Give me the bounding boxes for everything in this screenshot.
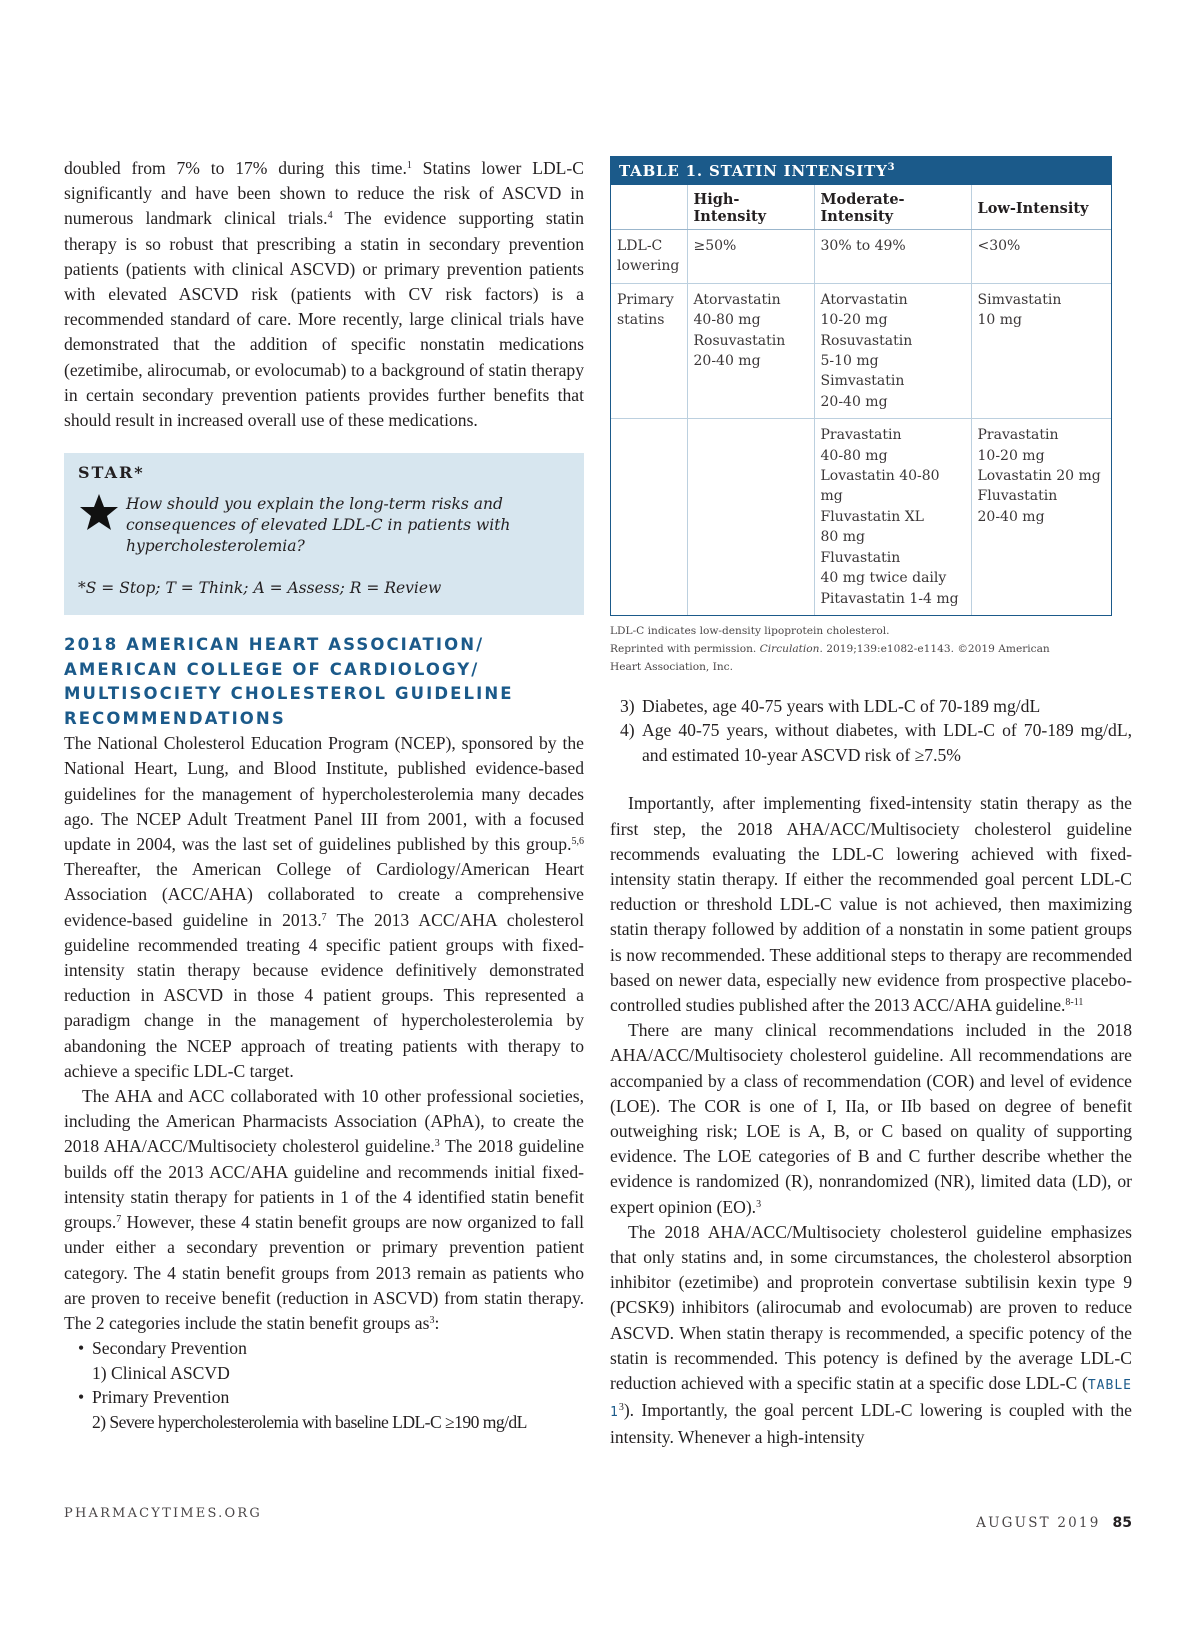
right-column — [610, 156, 1132, 1451]
body-paragraph-2018-guideline: The AHA and ACC collaborated with 10 other professional societies, including the American Pharmacists Association (APhA), to create the 2018 AHA/ACC/Multisociety cholesterol guideline.$^3$ The 2018 guideline builds off the 2013 ACC/AHA guideline and recommends initial fixed-intensity statin therapy for patients in 1 of the 4 identified statin benefit groups.$^7$ However, these 4 statin benefit groups are now organized to fall under either a secondary prevention or primary prevention patient category. The 4 statin benefit groups from 2013 remain as patients who are proven to receive benefit (reduction in ASCVD) from statin therapy. The 2 categories include the statin benefit groups $as^3$: — [64, 1086, 584, 1333]
table-header-cell: Moderate-Intensity — [814, 185, 971, 230]
table-cell: Simvastatin 10 mg — [971, 283, 1111, 418]
table-cell — [687, 419, 814, 615]
table-cell: Primary statins — [611, 283, 687, 418]
table-header-row — [611, 185, 1111, 230]
table-header-cell: High-Intensity — [687, 185, 814, 230]
table-cell: Atorvastatin 40-80 mg Rosuvastatin 20-40 mg — [687, 283, 814, 418]
footer-site: PHARMACYTIMES.ORG — [64, 1506, 262, 1521]
table-title: TABLE 1. STATIN INTENSITY$^3$ — [611, 157, 1111, 185]
statin-benefit-groups-list — [64, 1336, 584, 1361]
page-number: 85 — [1112, 1515, 1132, 1531]
left-column — [64, 156, 584, 1434]
table-cell: LDL-C lowering — [611, 230, 687, 284]
table-cell — [611, 419, 687, 615]
table-cell: 30% to 49% — [814, 230, 971, 284]
body-paragraph-ncep: The National Cholesterol Education Program (NCEP), sponsored by the National Heart, Lung, and Blood Institute, published evidence-based guidelines for the management of hypercholesterolemia many decades ago. The NCEP Adult Treatment Panel III from 2001, with a focused update in 2004, was the last set of guidelines published by this group.$^{5,6}$ Thereafter, the American College of Cardiology/American Heart Association (ACC/AHA) collaborated to create a comprehensive evidence-based guideline in 2013.$^7$ The 2013 ACC/AHA cholesterol guideline recommended treating 4 specific patient groups with fixed-intensity statin therapy because evidence definitively demonstrated reduction in ASCVD in those 4 patient groups. This represented a paradigm change in the management of hypercholesterolemia by abandoning the NCEP approach of treating patients with therapy to achieve a specific LDL-C target. — [64, 733, 584, 1081]
table-reference-link[interactable]: TABLE 1 — [610, 1378, 1132, 1421]
statin-benefit-groups-continued — [610, 694, 1132, 768]
table-cell: Pravastatin 40-80 mg Lovastatin 40-80 mg Fluvastatin XL 80 mg Fluvastatin 40 mg twice daily Pitavastatin 1-4 mg — [814, 419, 971, 615]
star-question: How should you explain the long-term risks and consequences of elevated LDL-C in patients with hypercholesterolemia? — [126, 495, 511, 556]
table-row — [611, 230, 1111, 284]
list-item: • Primary Prevention — [78, 1387, 230, 1408]
star-title: STAR* — [78, 463, 145, 483]
statin-intensity-table — [610, 156, 1112, 616]
table-cell: <30% — [971, 230, 1111, 284]
table-row — [611, 283, 1111, 418]
list-item: 1) Clinical ASCVD — [92, 1362, 230, 1383]
body-paragraph-fixed-intensity: Importantly, after implementing fixed-intensity statin therapy as the first step, the 2018 AHA/ACC/Multisociety cholesterol guideline recommends evaluating the LDL-C lowering achieved with fixed-intensity statin therapy. If either the recommended goal percent LDL-C reduction or threshold LDL-C value is not achieved, then maximizing statin therapy followed by addition of a nonstatin in some patient groups is now recommended. These additional steps to therapy are recommended based on newer data, especially new evidence from prospective placebo-controlled studies published after the 2013 ACC/AHA guideline.$^{8-11}$ — [610, 793, 1132, 1016]
table-cell: ≥50% — [687, 230, 814, 284]
star-callout-box — [64, 453, 584, 615]
table-row — [611, 419, 1111, 615]
body-paragraph-recommendations: There are many clinical recommendations included in the 2018 AHA/ACC/Multisociety cholesterol guideline. All recommendations are accompanied by a class of recommendation (COR) and level of evidence (LOE). The COR is one of I, IIa, or IIb based on degree of benefit outweighing risk; LOE is A, B, or C based on quality of supporting evidence. The LOE categories of B and C further describe whether the evidence is randomized (R), nonrandomized (NR), limited data (LD), or expert opinion (EO).$^3$ — [610, 1020, 1132, 1217]
list-item: 3) Diabetes, age 40-75 years with LDL-C of 70-189 mg/dL — [620, 695, 1041, 716]
star-icon — [78, 492, 120, 532]
table-cell: Atorvastatin 10-20 mg Rosuvastatin 5-10 mg Simvastatin 20-40 mg — [814, 283, 971, 418]
table-footnote: LDL-C indicates low-density lipoprotein cholesterol. Reprinted with permission. Circulation. 2019;139:e1082-e1143. ©2019 American Heart Association, Inc. — [610, 624, 1050, 673]
table-header-cell: Low-Intensity — [971, 185, 1111, 230]
section-heading: 2018 AMERICAN HEART ASSOCIATION/ AMERICAN COLLEGE OF CARDIOLOGY/ MULTISOCIETY CHOLESTEROL GUIDELINE RECOMMENDATIONS — [64, 635, 514, 728]
table-header-cell — [611, 185, 687, 230]
footer-issue: AUGUST 2019 85 — [976, 1515, 1132, 1531]
list-item: 4) Age 40-75 years, without diabetes, with LDL-C of 70-189 mg/dL, and estimated 10-year ASCVD risk of ≥7.5% — [620, 720, 1132, 765]
intro-paragraph: doubled from 7% to 17% during this time.$^1$ Statins lower LDL-C significantly and have been shown to reduce the risk of ASCVD in numerous landmark clinical trials.$^4$ The evidence supporting statin therapy is so robust that prescribing a statin in secondary prevention patients (patients with clinical ASCVD) or primary prevention patients with elevated ASCVD risk (patients with CV risk factors) is a recommended standard of care. More recently, large clinical trials have demonstrated that the addition of specific nonstatin medications (ezetimibe, alirocumab, or evolocumab) to a background of statin therapy in certain secondary prevention patients provides further benefits that should result in increased overall use of these medications. — [64, 158, 584, 431]
list-item: • Secondary Prevention — [78, 1338, 247, 1359]
body-paragraph-statins-emphasis: The 2018 AHA/ACC/Multisociety cholesterol guideline emphasizes that only statins and, in some circumstances, the cholesterol absorption inhibitor (ezetimibe) and proprotein convertase subtilisin kexin type 9 (PCSK9) inhibitors (alirocumab and evolocumab) are proven to reduce ASCVD. When statin therapy is recommended, a specific potency of the statin is recommended. This potency is defined by the average LDL-C reduction achieved with a specific statin at a specific dose LDL-C (TABLE $1^3$). Importantly, the goal percent LDL-C lowering is coupled with the intensity. Whenever a high-intensity — [610, 1221, 1132, 1448]
list-item: 2) Severe hypercholesterolemia with baseline LDL-C ≥190 mg/dL — [92, 1411, 527, 1432]
star-footnote: *S = Stop; T = Think; A = Assess; R = Review — [78, 579, 442, 598]
table-cell: Pravastatin 10-20 mg Lovastatin 20 mg Fluvastatin 20-40 mg — [971, 419, 1111, 615]
